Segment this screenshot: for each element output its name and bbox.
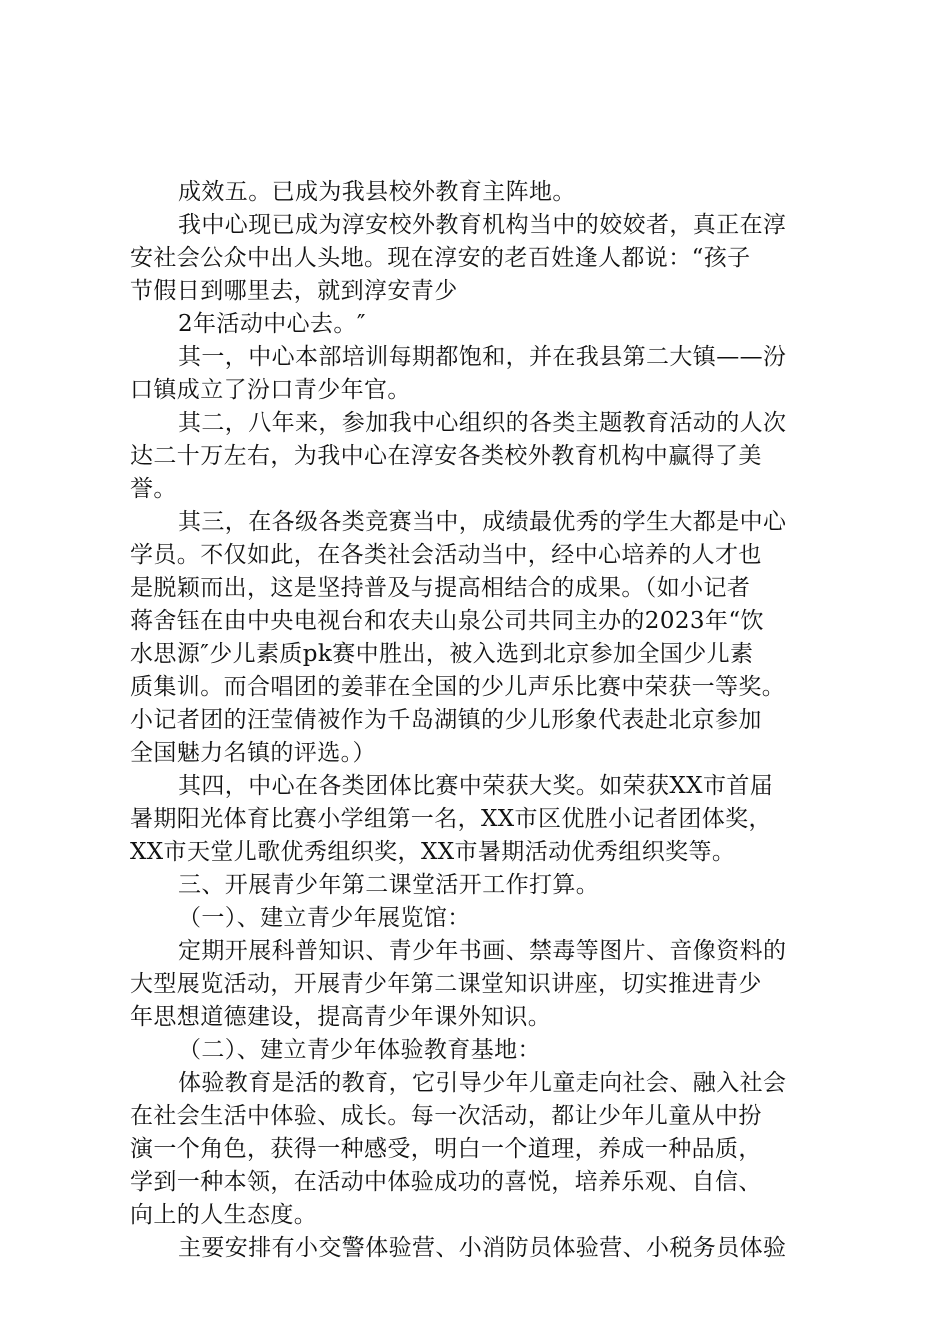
- text-line: 年思想道德建设，提高青少年课外知识。: [130, 1004, 552, 1030]
- text-line: XX市天堂儿歌优秀组织奖，XX市暑期活动优秀组织奖等。: [130, 839, 736, 865]
- text-line: 定期开展科普知识、青少年书画、禁毒等图片、音像资料的: [178, 938, 787, 964]
- text-line: 其一，中心本部培训每期都饱和，并在我县第二大镇——汾: [178, 344, 787, 370]
- text-line: 在社会生活中体验、成长。每一次活动，都让少年儿童从中扮: [130, 1103, 762, 1129]
- text-line: 是脱颖而出，这是坚持普及与提高相结合的成果。（如小记者: [130, 575, 751, 601]
- text-line: 水思源″少儿素质pk赛中胜出，被入选到北京参加全国少儿素: [130, 641, 754, 667]
- text-line: 其三，在各级各类竞赛当中，成绩最优秀的学生大都是中心: [178, 509, 787, 535]
- text-line: 口镇成立了汾口青少年官。: [130, 377, 411, 403]
- text-line: 蒋舍钰在由中央电视台和农夫山泉公司共同主办的2023年“饮: [130, 608, 764, 634]
- text-line: 大型展览活动，开展青少年第二课堂知识讲座，切实推进青少: [130, 971, 762, 997]
- text-line: 质集训。而合唱团的姜菲在全国的少儿声乐比赛中荣获一等奖。: [130, 674, 786, 700]
- text-line: （一）、建立青少年展览馆：: [178, 905, 471, 931]
- text-line: 节假日到哪里去，就到淳安青少: [130, 278, 458, 304]
- text-line: 其二，八年来，参加我中心组织的各类主题教育活动的人次: [178, 410, 787, 436]
- text-line: 暑期阳光体育比赛小学组第一名，XX市区优胜小记者团体奖，: [130, 806, 772, 832]
- text-line: 学员。不仅如此，在各类社会活动当中，经中心培养的人才也: [130, 542, 762, 568]
- text-line: 全国魅力名镇的评选。）: [130, 740, 376, 766]
- text-line: 体验教育是活的教育，它引导少年儿童走向社会、融入社会: [178, 1070, 787, 1096]
- text-line: 达二十万左右，为我中心在淳安各类校外教育机构中赢得了美: [130, 443, 762, 469]
- text-line: 学到一种本领，在活动中体验成功的喜悦，培养乐观、自信、: [130, 1169, 762, 1195]
- text-line: 安社会公众中出人头地。现在淳安的老百姓逢人都说：“孩子: [130, 245, 751, 271]
- text-line: 其四，中心在各类团体比赛中荣获大奖。如荣获XX市首届: [178, 773, 774, 799]
- text-line: 向上的人生态度。: [130, 1202, 318, 1228]
- text-line: 誉。: [130, 476, 177, 502]
- text-line: 小记者团的汪莹倩被作为千岛湖镇的少儿形象代表赴北京参加: [130, 707, 762, 733]
- text-line: 成效五。已成为我县校外教育主阵地。: [178, 179, 576, 205]
- text-line: 主要安排有小交警体验营、小消防员体验营、小税务员体验: [178, 1235, 787, 1261]
- text-line: 演一个角色，获得一种感受，明白一个道理，养成一种品质，: [130, 1136, 762, 1162]
- text-line: （二）、建立青少年体验教育基地：: [178, 1037, 541, 1063]
- text-line: 我中心现已成为淳安校外教育机构当中的姣姣者，真正在淳: [178, 212, 787, 238]
- text-line: 三、开展青少年第二课堂活开工作打算。: [178, 872, 600, 898]
- text-line: 2年活动中心去。″: [178, 311, 366, 337]
